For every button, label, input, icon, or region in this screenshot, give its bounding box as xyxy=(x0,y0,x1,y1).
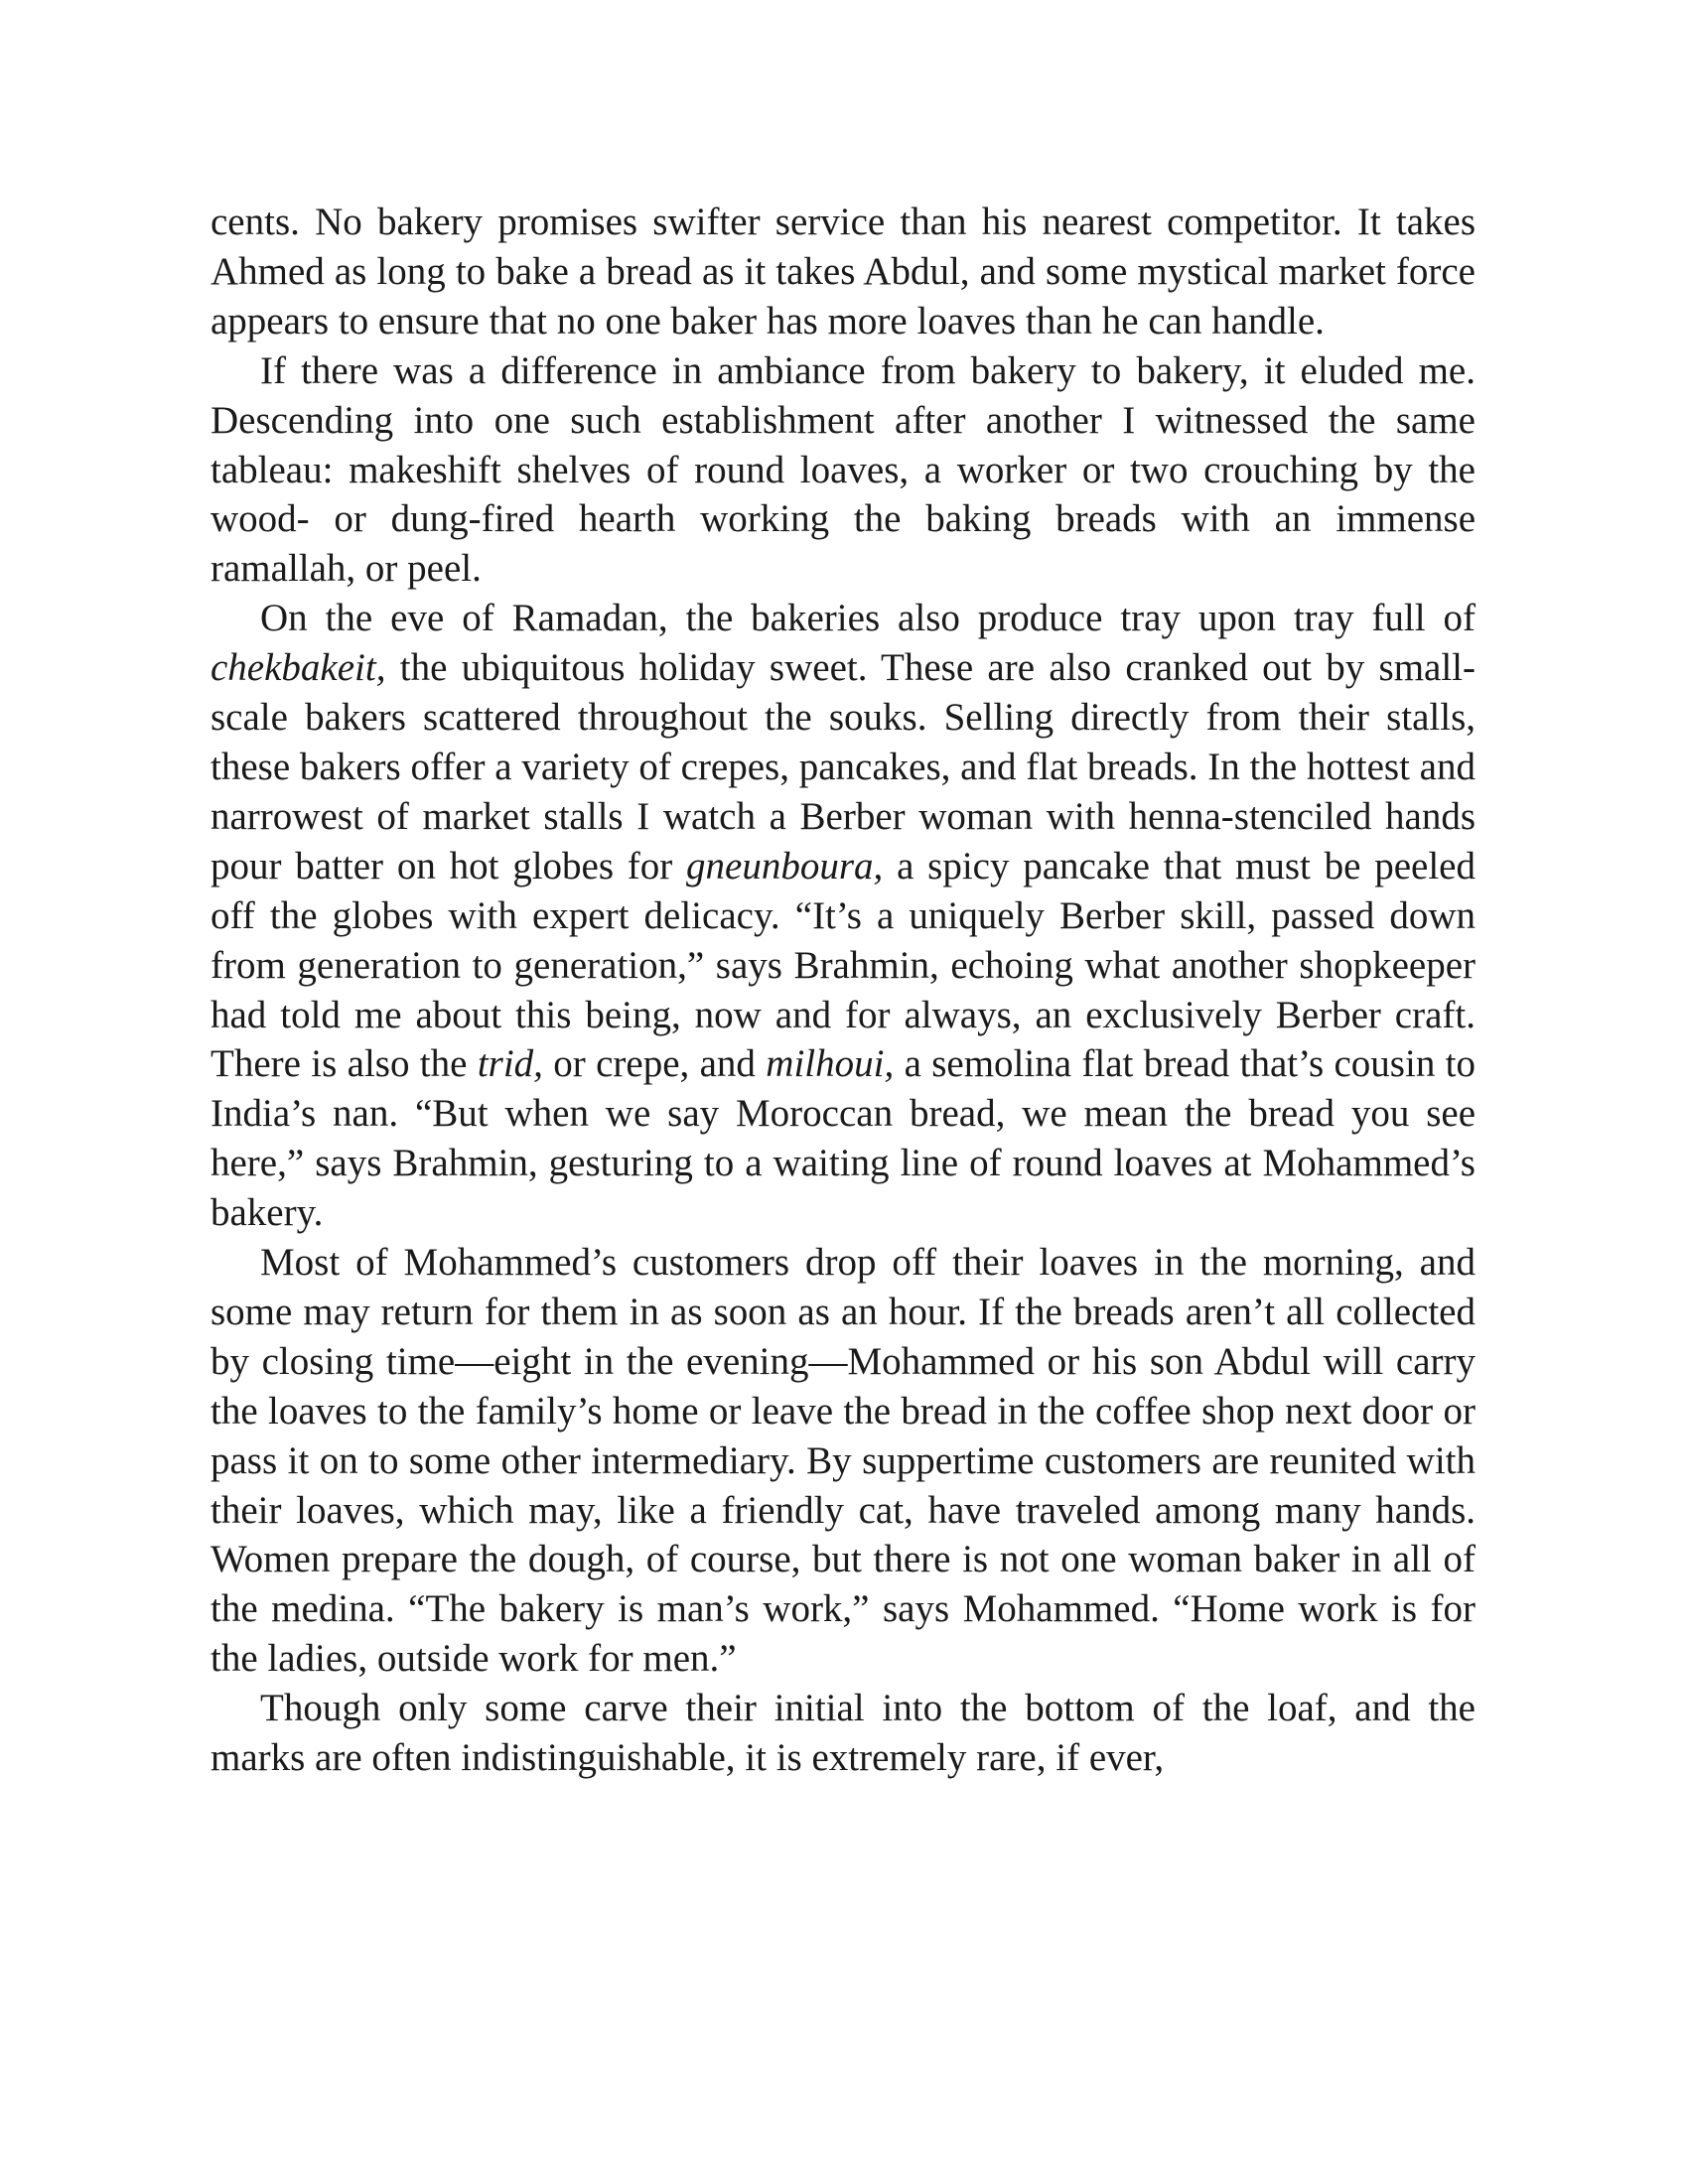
italic-term-milhoui: milhoui, xyxy=(766,1042,895,1086)
italic-term-chekbakeit: chekbakeit, xyxy=(211,646,386,690)
paragraph-text: a semolina flat bread that’s cousin to India’s nan. “But when we say Moroccan bread, we mean the bread you see here,” says Brahmin, gesturing to a waiting line of round loaves at Mohammed’s bakery. xyxy=(211,1042,1477,1235)
paragraph-1 xyxy=(211,198,1476,346)
paragraph-text: Most of Mohammed’s customers drop off their loaves in the morning, and some may return for them in as soon as an hour. If the breads aren’t all collected by closing time—eight in the evening—Mohammed or his son Abdul will carry the loaves to the family’s home or leave the bread in the coffee shop next door or pass it on to some other intermediary. By suppertime customers are reunited with their loaves, which may, like a friendly cat, have traveled among many hands. Women prepare the dough, of course, but there is not one woman baker in all of the medina. “The bakery is man’s work,” says Mohammed. “Home work is for the ladies, outside work for men.” xyxy=(211,1241,1476,1681)
italic-term-gneunboura: gneunboura, xyxy=(686,844,884,887)
paragraph-5 xyxy=(211,1684,1476,1783)
italic-term-trid: trid, xyxy=(477,1042,543,1086)
paragraph-text: a spicy pancake that must be peeled off the globes with expert delicacy. “It’s a uniquely Berber skill, passed down from generation to generation,” says Brahmin, echoing what another shopkeeper had told me about this being, now and for always, an exclusively Berber craft. There is also the xyxy=(211,844,1476,1086)
paragraph-text: If there was a difference in ambiance from bakery to bakery, it eluded me. Descending into one such establishment after another I witnessed the same tableau: makeshift shelves of round loaves, a worker or two crouching by the wood- or dung-fired hearth working the baking breads with an immense ramallah, or peel. xyxy=(211,348,1476,591)
paragraph-4 xyxy=(211,1238,1476,1684)
paragraph-text: cents. No bakery promises swifter service than his nearest competitor. It takes Ahmed as long to bake a bread as it takes Abdul, and some mystical market force appears to ensure that no one baker has more loaves than he can handle. xyxy=(211,201,1476,342)
page-body xyxy=(211,198,1476,1783)
paragraph-2 xyxy=(211,346,1476,595)
paragraph-text: On the eve of Ramadan, the bakeries also produce tray upon tray full of xyxy=(260,597,1476,640)
paragraph-text: or crepe, and xyxy=(542,1042,767,1086)
paragraph-text: Though only some carve their initial into the bottom of the loaf, and the marks are often indistinguishable, it is extremely rare, if ever, xyxy=(211,1687,1476,1780)
paragraph-3 xyxy=(211,594,1476,1238)
paragraph-text: the ubiquitous holiday sweet. These are also cranked out by small-scale bakers scattered throughout the souks. Selling directly from their stalls, these bakers offer a variety of crepes, pancakes, and flat breads. In the hottest and narrowest of market stalls I watch a Berber woman with henna-stenciled hands pour batter on hot globes for xyxy=(211,646,1476,887)
